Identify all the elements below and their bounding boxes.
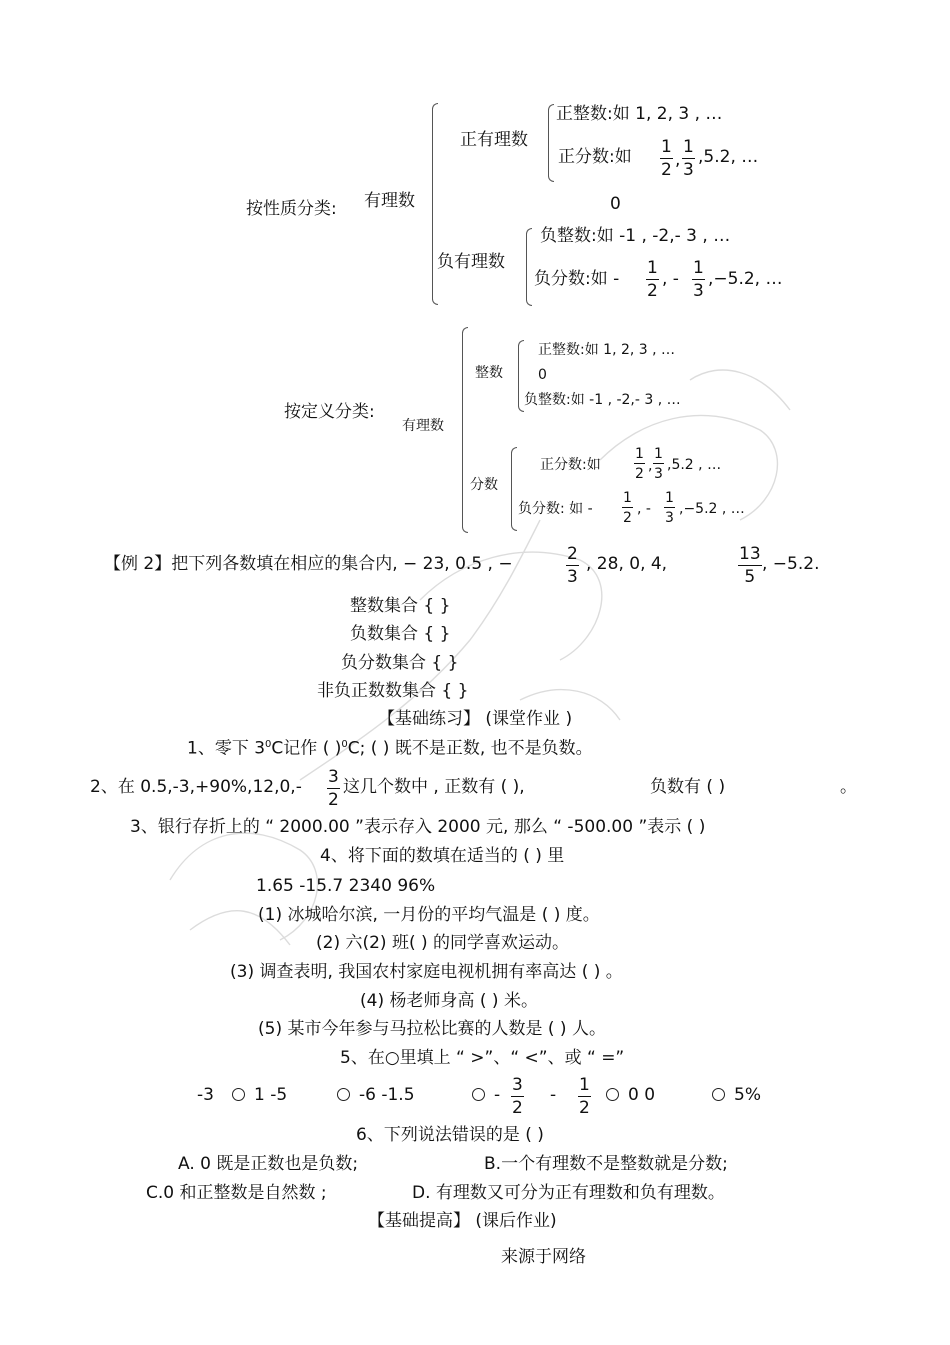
compare-circle[interactable] bbox=[712, 1087, 725, 1104]
q2-positive: 这几个数中 , 正数有 ( ), bbox=[343, 777, 525, 797]
compare-circle[interactable] bbox=[606, 1087, 619, 1104]
fraction: $\frac{3}{2}$ bbox=[512, 1075, 523, 1118]
fraction: $\frac{1}{2}$ bbox=[579, 1075, 590, 1118]
def-pos-frac-prefix: 正分数:如 bbox=[540, 457, 601, 473]
q5-e: - bbox=[550, 1085, 557, 1105]
set-negative-fraction: 负分数集合 { } bbox=[341, 653, 459, 673]
compare-circle[interactable] bbox=[232, 1087, 245, 1104]
def-neg-int: 负整数:如 -1 , -2,- 3 , … bbox=[524, 392, 681, 408]
set-negative: 负数集合 { } bbox=[350, 624, 451, 644]
prop-neg-int: 负整数:如 -1 , -2,- 3 , … bbox=[540, 226, 731, 246]
def-label: 按定义分类: bbox=[284, 402, 375, 422]
def-neg-frac-mid: , - bbox=[637, 501, 651, 517]
fraction: $\frac{1}{3}$ bbox=[693, 258, 704, 301]
prop-rational: 有理数 bbox=[364, 191, 415, 211]
fraction: $\frac{3}{2}$ bbox=[328, 767, 339, 810]
q5-d: - bbox=[494, 1085, 501, 1105]
q6: 6、下列说法错误的是 ( ) bbox=[356, 1125, 544, 1145]
comma: , bbox=[648, 458, 653, 474]
q6-option-d: D. 有理数又可分为正有理数和负有理数。 bbox=[412, 1183, 725, 1203]
def-pos-frac-suffix: ,5.2 , … bbox=[667, 457, 722, 473]
prop-pos-frac-suffix: ,5.2, … bbox=[698, 147, 759, 167]
prop-neg-rational: 负有理数 bbox=[437, 252, 505, 272]
q4-item4: (4) 杨老师身高 ( ) 米。 bbox=[360, 991, 538, 1011]
example2-end: , −5.2. bbox=[762, 554, 820, 574]
def-rational: 有理数 bbox=[402, 418, 444, 434]
brace bbox=[432, 103, 438, 305]
q4: 4、将下面的数填在适当的 ( ) 里 bbox=[320, 846, 565, 866]
q4-item2: (2) 六(2) 班( ) 的同学喜欢运动。 bbox=[316, 933, 570, 953]
q2-prefix: 2、在 0.5,-3,+90%,12,0,- bbox=[90, 777, 302, 797]
improve-heading: 【基础提高】 (课后作业) bbox=[368, 1211, 557, 1231]
prop-neg-frac-mid: , - bbox=[662, 269, 679, 289]
prop-pos-int: 正整数:如 1, 2, 3 , … bbox=[556, 104, 723, 124]
q5-a: -3 bbox=[197, 1085, 214, 1105]
set-non-negative: 非负正数数集合 { } bbox=[317, 681, 469, 701]
q2-end: 。 bbox=[840, 777, 857, 797]
set-integer: 整数集合 { } bbox=[350, 596, 451, 616]
brace bbox=[462, 327, 468, 533]
fraction: $\frac{1}{3}$ bbox=[683, 137, 694, 180]
prop-zero: 0 bbox=[610, 194, 621, 214]
fraction: $\frac{1}{2}$ bbox=[623, 490, 632, 526]
fraction: $\frac{1}{2}$ bbox=[635, 446, 644, 482]
def-neg-frac-suffix: ,−5.2 , … bbox=[679, 501, 745, 517]
compare-circle[interactable] bbox=[472, 1087, 485, 1104]
fraction: $\frac{1}{3}$ bbox=[654, 446, 663, 482]
q3: 3、银行存折上的 “ 2000.00 ”表示存入 2000 元, 那么 “ -500.00 ”表示 ( ) bbox=[130, 817, 706, 837]
fraction: $\frac{1}{2}$ bbox=[661, 137, 672, 180]
q6-option-c: C.0 和正整数是自然数 ; bbox=[146, 1183, 327, 1203]
q4-item3: (3) 调查表明, 我国农村家庭电视机拥有率高达 ( ) 。 bbox=[230, 962, 623, 982]
fraction: $\frac{2}{3}$ bbox=[567, 544, 578, 587]
fraction: $\frac{13}{5}$ bbox=[739, 544, 761, 587]
q6-option-b: B.一个有理数不是整数就是分数; bbox=[484, 1154, 728, 1174]
prop-neg-frac-prefix: 负分数:如 - bbox=[534, 269, 620, 289]
fraction: $\frac{1}{2}$ bbox=[647, 258, 658, 301]
basic-heading: 【基础练习】 (课堂作业 ) bbox=[378, 709, 573, 729]
example2-text: 【例 2】把下列各数填在相应的集合内, − 23, 0.5 , − bbox=[104, 554, 513, 574]
q5-b: 1 -5 bbox=[254, 1085, 288, 1105]
prop-label: 按性质分类: bbox=[246, 199, 337, 219]
brace bbox=[548, 104, 554, 182]
example2-mid: , 28, 0, 4, bbox=[586, 554, 668, 574]
q5-f: 0 0 bbox=[628, 1085, 656, 1105]
fraction: $\frac{1}{3}$ bbox=[665, 490, 674, 526]
def-fraction: 分数 bbox=[470, 477, 498, 493]
comma: , bbox=[675, 150, 681, 170]
q5-g: 5% bbox=[734, 1085, 761, 1105]
q4-numbers: 1.65 -15.7 2340 96% bbox=[256, 876, 436, 896]
q4-item5: (5) 某市今年参与马拉松比赛的人数是 ( ) 人。 bbox=[258, 1019, 606, 1039]
prop-neg-frac-suffix: ,−5.2, … bbox=[708, 269, 783, 289]
brace bbox=[511, 447, 517, 531]
def-neg-frac-prefix: 负分数: 如 - bbox=[518, 501, 593, 517]
q2-negative: 负数有 ( ) bbox=[650, 777, 726, 797]
brace bbox=[526, 228, 532, 306]
q4-item1: (1) 冰城哈尔滨, 一月份的平均气温是 ( ) 度。 bbox=[258, 905, 600, 925]
def-zero: 0 bbox=[538, 367, 547, 383]
def-pos-int: 正整数:如 1, 2, 3 , … bbox=[538, 342, 676, 358]
prop-pos-frac-prefix: 正分数:如 bbox=[558, 147, 632, 167]
compare-circle[interactable] bbox=[337, 1087, 350, 1104]
def-integer: 整数 bbox=[475, 365, 503, 381]
prop-pos-rational: 正有理数 bbox=[460, 130, 528, 150]
footer-source: 来源于网络 bbox=[501, 1247, 586, 1267]
q1: 1、零下 $3^0C$记作 ( )$^0$C; ( ) 既不是正数, 也不是负数。 bbox=[187, 738, 593, 759]
q5: 5、在○里填上 “ >”、“ <”、或 “ =” bbox=[340, 1048, 625, 1068]
q6-option-a: A. 0 既是正数也是负数; bbox=[178, 1154, 359, 1174]
q5-c: -6 -1.5 bbox=[359, 1085, 415, 1105]
